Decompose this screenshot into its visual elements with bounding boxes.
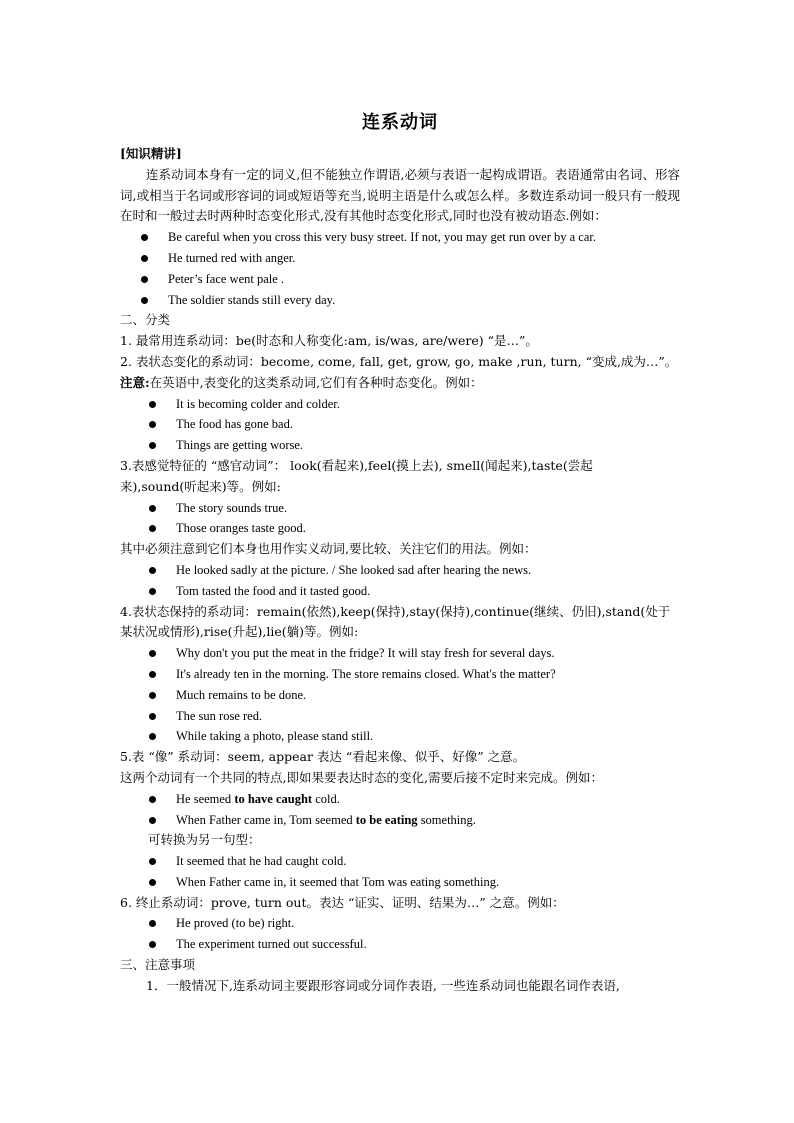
item2-examples-list [120, 394, 680, 456]
bullet-icon [149, 817, 156, 824]
classification-item-3-line-2: 来),sound(听起来)等。例如: [120, 478, 281, 494]
list-item: He turned red with anger. [120, 248, 680, 269]
list-item: Much remains to be done. [120, 685, 680, 706]
item5-examples-list [120, 789, 680, 831]
list-item: The soldier stands still every day. [120, 290, 680, 311]
section-heading-notes: 三、注意事项 [120, 957, 196, 973]
intro-paragraph: 连系动词本身有一定的词义,但不能独立作谓语,必须与表语一起构成谓语。表语通常由名词、形容词,或相当于名词或形容词的词或短语等充当,说明主语是什么或怎么样。多数连系动词一般只有一般现在时和一般过去时两种时态变化形式,没有其他时态变化形式,同时也没有被动语态.例如： [120, 166, 680, 224]
intro-examples-list [120, 227, 680, 310]
classification-item-4-line-1: 4.表状态保持的系动词：remain(依然),keep(保持),stay(保持),continue(继续、仍旧),stand(处于 [120, 603, 671, 619]
bullet-icon [149, 567, 156, 574]
bullet-icon [149, 650, 156, 657]
bullet-icon [141, 255, 148, 262]
bullet-icon [149, 588, 156, 595]
list-item: The experiment turned out successful. [120, 934, 680, 955]
bullet-icon [141, 234, 148, 241]
bullet-icon [149, 879, 156, 886]
list-item: Tom tasted the food and it tasted good. [120, 581, 680, 602]
bullet-icon [149, 525, 156, 532]
list-item: He looked sadly at the picture. / She looked sad after hearing the news. [120, 560, 680, 581]
bullet-icon [149, 920, 156, 927]
list-item: The sun rose red. [120, 706, 680, 727]
section-heading-classification: 二、分类 [120, 312, 171, 328]
list-item: It is becoming colder and colder. [120, 394, 680, 415]
bullet-icon [141, 297, 148, 304]
item3-note-examples-list [120, 560, 680, 602]
classification-item-5: 5.表 “像” 系动词：seem, appear 表达 “看起来像、似乎、好像” 之意。 [120, 749, 526, 765]
section-heading-knowledge: [知识精讲] [120, 146, 182, 161]
note-line [120, 373, 680, 394]
list-item: It seemed that he had caught cold. [120, 851, 680, 872]
bullet-icon [149, 505, 156, 512]
item6-examples-list [120, 913, 680, 955]
list-item: He proved (to be) right. [120, 913, 680, 934]
list-item: Those oranges taste good. [120, 518, 680, 539]
note-label: 注意: [120, 374, 150, 390]
notes-item-1: 1．一般情况下,连系动词主要跟形容词或分词作表语, 一些连系动词也能跟名词作表语, [146, 977, 620, 993]
document-page [120, 108, 680, 997]
list-item: Peter’s face went pale . [120, 269, 680, 290]
bullet-icon [149, 733, 156, 740]
list-item: When Father came in, it seemed that Tom was eating something. [120, 872, 680, 893]
list-item: Things are getting worse. [120, 435, 680, 456]
bullet-icon [149, 713, 156, 720]
classification-item-3-line-1: 3.表感觉特征的 “感官动词”： look(看起来),feel(摸上去), smell(闻起来),taste(尝起 [120, 457, 593, 473]
bullet-icon [149, 858, 156, 865]
list-item: It's already ten in the morning. The store remains closed. What's the matter? [120, 664, 680, 685]
bullet-icon [149, 796, 156, 803]
bullet-icon [141, 276, 148, 283]
bullet-icon [149, 442, 156, 449]
list-item: The food has gone bad. [120, 414, 680, 435]
list-item: While taking a photo, please stand still. [120, 726, 680, 747]
classification-item-2: 2. 表状态变化的系动词：become, come, fall, get, grow, go, make ,run, turn, “变成,成为…”。 [120, 353, 678, 369]
list-item: The story sounds true. [120, 498, 680, 519]
classification-item-6: 6. 终止系动词：prove, turn out。表达 “证实、证明、结果为…” 之意。例如： [120, 894, 565, 910]
bullet-icon [149, 692, 156, 699]
list-item: When Father came in, Tom seemed to be eating something. [120, 810, 680, 831]
bullet-icon [149, 671, 156, 678]
page-title: 连系动词 [362, 112, 438, 133]
note-text: 在英语中,表变化的这类系动词,它们有各种时态变化。例如： [149, 374, 483, 390]
bullet-icon [149, 401, 156, 408]
list-item: He seemed to have caught cold. [120, 789, 680, 810]
bullet-icon [149, 941, 156, 948]
classification-item-1: 1. 最常用连系动词：be(时态和人称变化:am, is/was, are/were) “是…”。 [120, 333, 538, 349]
item3-examples-list [120, 498, 680, 540]
item4-examples-list [120, 643, 680, 747]
list-item: Be careful when you cross this very busy street. If not, you may get run over by a car. [120, 227, 680, 248]
list-item: Why don't you put the meat in the fridge? It will stay fresh for several days. [120, 643, 680, 664]
item5-note: 这两个动词有一个共同的特点,即如果要表达时态的变化,需要后接不定时来完成。例如： [120, 769, 603, 785]
item5-convert-label: 可转换为另一句型： [148, 832, 261, 848]
bullet-icon [149, 421, 156, 428]
item5-convert-examples-list [120, 851, 680, 893]
item3-note: 其中必须注意到它们本身也用作实义动词,要比较、关注它们的用法。例如： [120, 541, 537, 557]
classification-item-4-line-2: 某状况或情形),rise(升起),lie(躺)等。例如: [120, 624, 359, 640]
